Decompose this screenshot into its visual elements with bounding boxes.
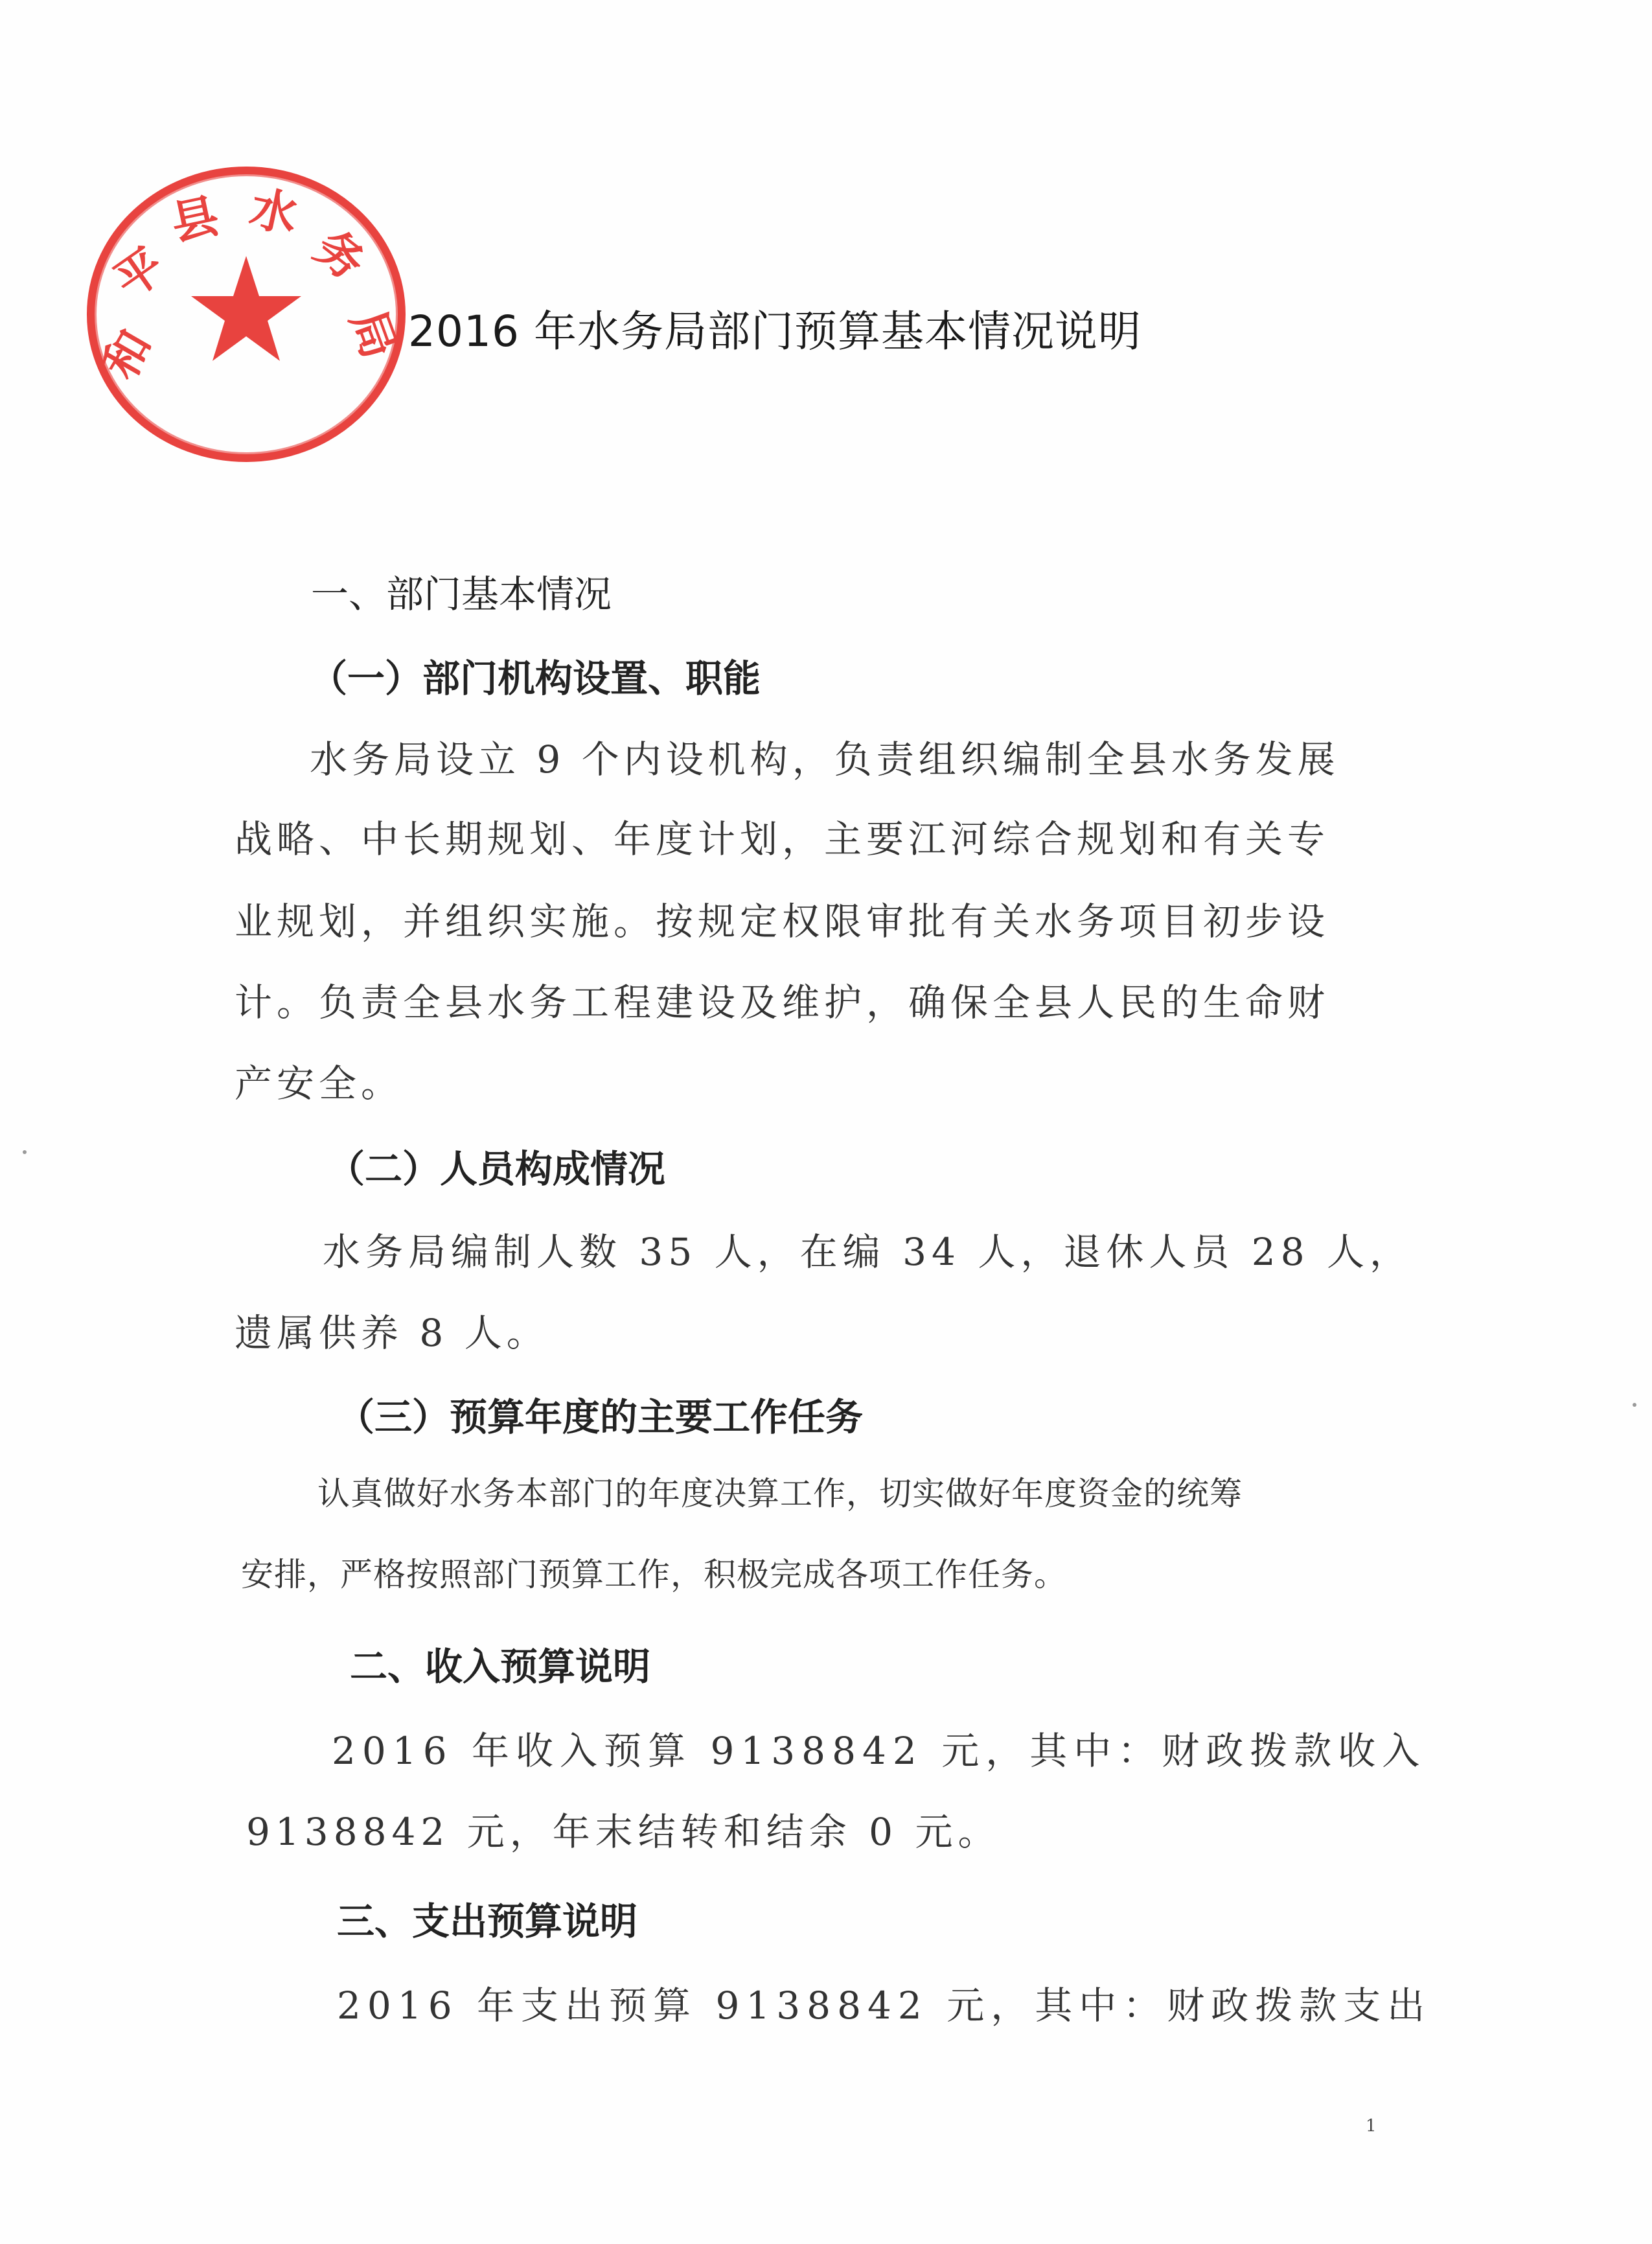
paragraph-line: 水务局编制人数 35 人，在编 34 人，退休人员 28 人， bbox=[323, 1230, 1413, 1274]
paragraph-line: 计。负责全县水务工程建设及维护，确保全县人民的生命财 bbox=[235, 980, 1330, 1024]
paragraph-line: 战略、中长期规划、年度计划，主要江河综合规划和有关专 bbox=[235, 817, 1330, 861]
paragraph-line: 产安全。 bbox=[235, 1061, 404, 1105]
paragraph-line: 业规划，并组织实施。按规定权限审批有关水务项目初步设 bbox=[235, 899, 1330, 943]
subsection-heading-3: （三）预算年度的主要工作任务 bbox=[337, 1395, 864, 1439]
section-heading-3: 三、支出预算说明 bbox=[337, 1899, 638, 1943]
section-heading-1: 一、部门基本情况 bbox=[311, 572, 612, 616]
section-heading-2: 二、收入预算说明 bbox=[350, 1645, 651, 1689]
document-title: 2016 年水务局部门预算基本情况说明 bbox=[408, 307, 1141, 356]
scan-speck bbox=[23, 1150, 27, 1154]
paragraph-line: 遗属供养 8 人。 bbox=[235, 1311, 549, 1355]
svg-text:和: 和 bbox=[91, 319, 163, 388]
page-number: 1 bbox=[1366, 2116, 1377, 2136]
seal-star-icon bbox=[191, 256, 301, 361]
paragraph-line: 安排，严格按照部门预算工作，积极完成各项工作任务。 bbox=[241, 1556, 1067, 1593]
svg-text:务: 务 bbox=[304, 218, 376, 291]
subsection-heading-1: （一）部门机构设置、职能 bbox=[310, 656, 761, 700]
paragraph-line: 9138842 元，年末结转和结余 0 元。 bbox=[246, 1810, 1001, 1854]
paragraph-line: 2016 年支出预算 9138842 元，其中：财政拨款支出 bbox=[337, 1984, 1432, 2028]
svg-text:县: 县 bbox=[166, 187, 224, 251]
paragraph-line: 水务局设立 9 个内设机构，负责组织编制全县水务发展 bbox=[310, 737, 1340, 781]
official-seal bbox=[81, 159, 411, 470]
subsection-heading-2: （二）人员构成情况 bbox=[327, 1147, 666, 1191]
scan-speck bbox=[1633, 1403, 1636, 1407]
svg-text:水: 水 bbox=[245, 179, 303, 244]
svg-text:局: 局 bbox=[340, 303, 408, 365]
paragraph-line: 2016 年收入预算 9138842 元，其中：财政拨款收入 bbox=[332, 1729, 1427, 1773]
paragraph-line: 认真做好水务本部门的年度决算工作，切实做好年度资金的统筹 bbox=[317, 1475, 1243, 1512]
svg-text:平: 平 bbox=[104, 237, 174, 309]
